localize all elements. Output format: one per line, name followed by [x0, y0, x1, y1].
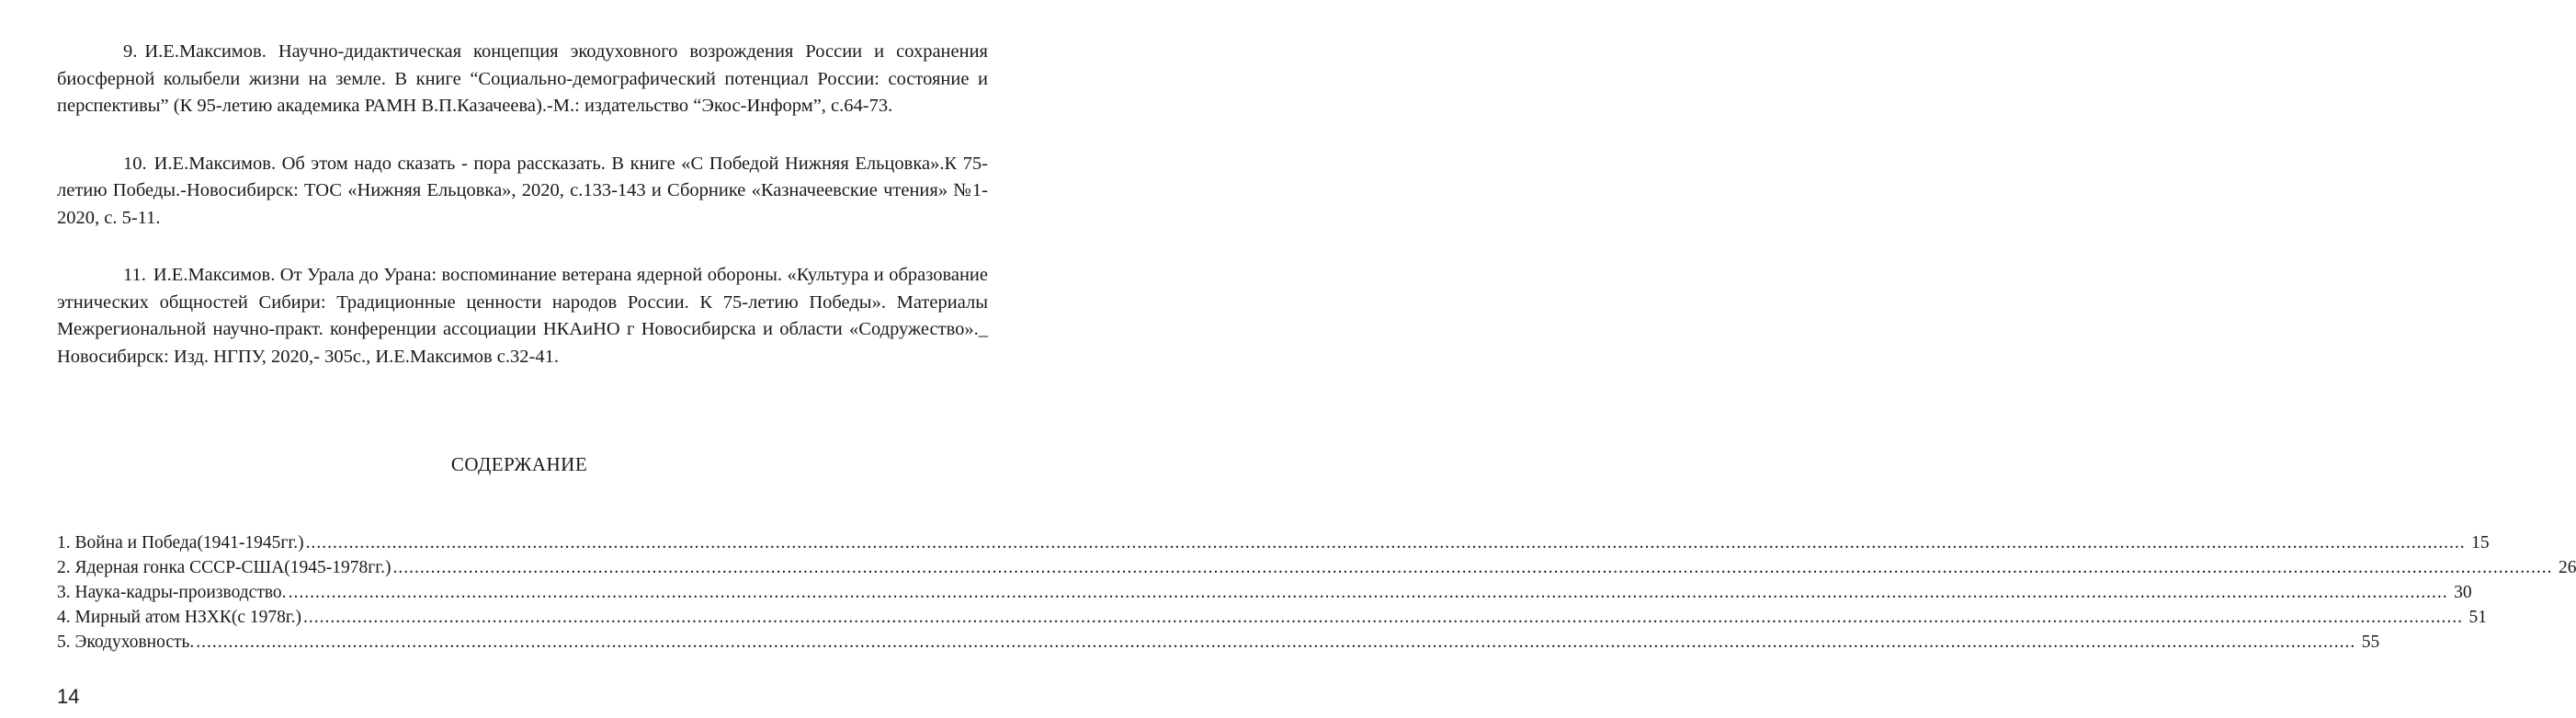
reference-number: 11. [123, 265, 146, 285]
reference-list [57, 39, 988, 401]
toc-dot-leader: ................................................................................................................................................................................................................................................................................................................................................................................................................ [196, 633, 2356, 652]
toc-dot-leader: ................................................................................................................................................................................................................................................................................................................................................................................................................ [303, 608, 2464, 627]
contents-heading: СОДЕРЖАНИЕ [450, 453, 588, 475]
toc-entry [57, 605, 2488, 630]
toc-entry-title: 2. Ядерная гонка СССР-США(1945-1978гг.) [57, 558, 392, 577]
toc-dot-leader: ................................................................................................................................................................................................................................................................................................................................................................................................................ [288, 583, 2448, 602]
toc-entry-title: 1. Война и Победа(1941-1945гг.) [57, 533, 304, 553]
toc-entry-page: 55 [2361, 633, 2380, 652]
toc-entry [57, 555, 2576, 580]
toc-entry [57, 630, 2380, 655]
reference-text: И.Е.Максимов. Об этом надо сказать - пора рассказать. В книге «С Победой Нижняя Ельцовка».К 75-летию Победы.-Новосибирск: ТОС «Нижняя Ельцовка», 2020, с.133-143 и Сборнике «Казначеевские чтения» №1-2020, с. 5-11. [57, 153, 988, 228]
toc-entry-title: 3. Наука-кадры-производство. [57, 583, 287, 602]
table-of-contents [57, 530, 2576, 655]
toc-entry-page: 15 [2471, 533, 2490, 553]
toc-entry-page: 30 [2454, 583, 2472, 602]
reference-item [57, 39, 988, 120]
reference-number: 9. [123, 41, 138, 62]
toc-entry-page: 51 [2468, 608, 2488, 627]
reference-number: 10. [123, 153, 147, 174]
reference-item [57, 262, 988, 370]
toc-dot-leader: ................................................................................................................................................................................................................................................................................................................................................................................................................ [305, 533, 2466, 553]
toc-entry-page: 26 [2558, 558, 2576, 577]
reference-text: И.Е.Максимов. Научно-дидактическая концепция экодуховного возрождения России и сохранения биосферной колыбели жизни на земле. В книге “Социально-демографический потенциал России: состояние и перспективы” (К 95-летию академика РАМН В.П.Казачеева).-М.: издательство “Экос-Информ”, с.64-73. [57, 41, 988, 116]
toc-entry [57, 580, 2472, 605]
page-number: 14 [57, 685, 80, 708]
reference-text: И.Е.Максимов. От Урала до Урана: воспоминание ветерана ядерной обороны. «Культура и образование этнических общностей Сибири: Традиционные ценности народов России. К 75-летию Победы». Материалы Межрегиональной научно-практ. конференции ассоциации НКАиНО г Новосибирска и области «Содружество»._ Новосибирск: Изд. НГПУ, 2020,- 305с., И.Е.Максимов с.32-41. [57, 265, 988, 367]
reference-item [57, 151, 988, 233]
toc-entry [57, 530, 2490, 555]
toc-entry-title: 5. Экодуховность. [57, 633, 195, 652]
toc-dot-leader: ................................................................................................................................................................................................................................................................................................................................................................................................................ [392, 558, 2553, 577]
toc-entry-title: 4. Мирный атом НЗХК(с 1978г.) [57, 608, 302, 627]
